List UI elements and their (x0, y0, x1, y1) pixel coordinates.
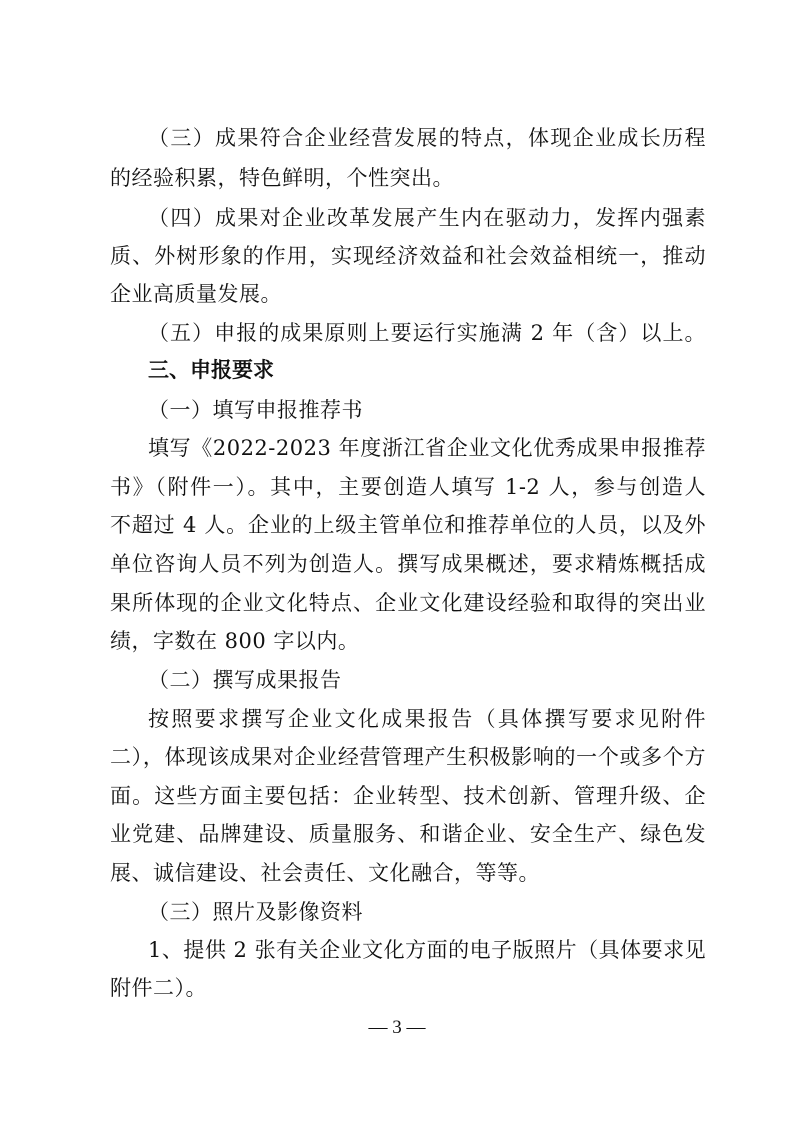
paragraph-line: 质、外树形象的作用，实现经济效益和社会效益相统一，推动 (110, 244, 706, 268)
paragraph-line: 二），体现该成果对企业经营管理产生积极影响的一个或多个方 (110, 745, 706, 769)
paragraph-line: 书》（附件一）。其中，主要创造人填写 1-2 人，参与创造人 (110, 475, 706, 499)
paragraph-line: 面。这些方面主要包括：企业转型、技术创新、管理升级、企 (110, 784, 706, 808)
paragraph-line: 附件二）。 (110, 976, 207, 1000)
paragraph-line: 按照要求撰写企业文化成果报告（具体撰写要求见附件 (148, 707, 706, 731)
paragraph-line: （三）成果符合企业经营发展的特点，体现企业成长历程 (148, 126, 706, 150)
page-number: — 3 — (368, 1017, 426, 1038)
section-heading: 三、申报要求 (148, 358, 274, 382)
paragraph-line: 1、提供 2 张有关企业文化方面的电子版照片（具体要求见 (148, 938, 707, 962)
paragraph-line: （四）成果对企业改革发展产生内在驱动力，发挥内强素 (148, 206, 706, 230)
paragraph-line: 填写《2022-2023 年度浙江省企业文化优秀成果申报推荐 (148, 436, 706, 460)
paragraph-line: 绩，字数在 800 字以内。 (110, 629, 360, 653)
paragraph-line: 业党建、品牌建设、质量服务、和谐企业、安全生产、绿色发 (110, 822, 706, 846)
paragraph-line: 果所体现的企业文化特点、企业文化建设经验和取得的突出业 (110, 591, 706, 615)
paragraph-line: 展、诚信建设、社会责任、文化融合，等等。 (110, 861, 540, 885)
subsection-heading: （三）照片及影像资料 (148, 900, 363, 924)
paragraph-line: 的经验积累，特色鲜明，个性突出。 (110, 166, 454, 190)
paragraph-line: 不超过 4 人。企业的上级主管单位和推荐单位的人员，以及外 (110, 513, 706, 537)
paragraph-line: （五）申报的成果原则上要运行实施满 2 年（含）以上。 (148, 321, 706, 345)
paragraph-line: 企业高质量发展。 (110, 282, 282, 306)
paragraph-line: 单位咨询人员不列为创造人。撰写成果概述，要求精炼概括成 (110, 552, 706, 576)
subsection-heading: （一）填写申报推荐书 (148, 398, 363, 422)
subsection-heading: （二）撰写成果报告 (148, 668, 342, 692)
